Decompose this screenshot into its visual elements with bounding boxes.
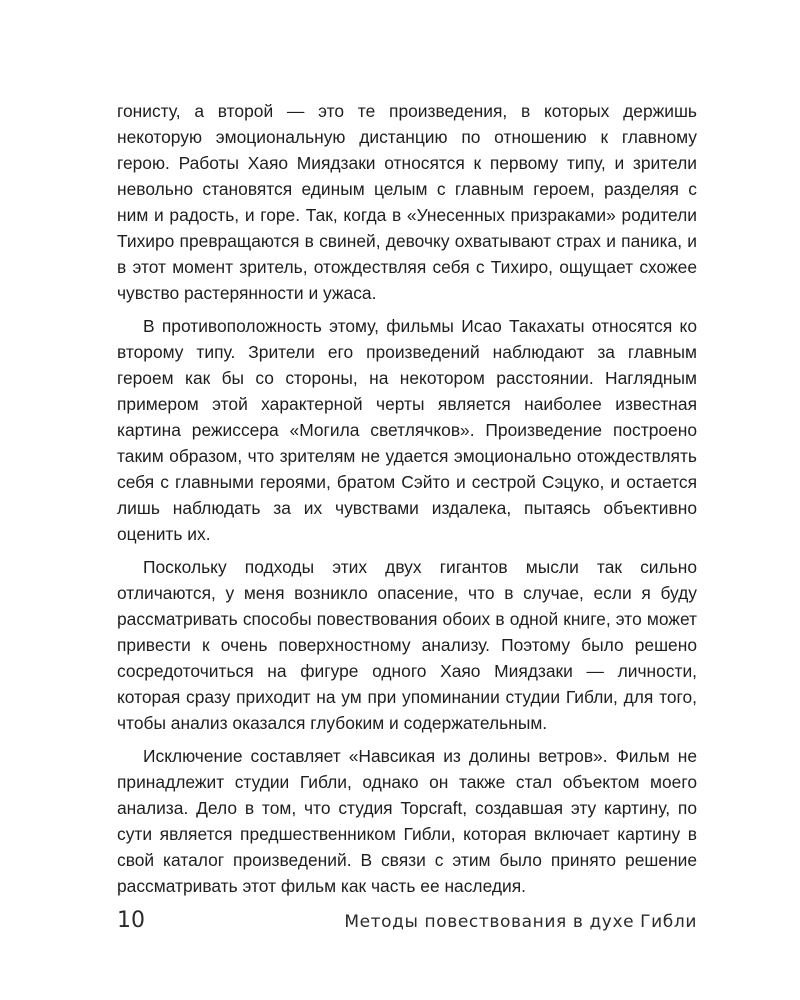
- running-title: Методы повествования в духе Гибли: [344, 912, 697, 932]
- paragraph-nausicaa: Исключение составляет «Навсикая из долины ветров». Фильм не принадлежит студии Гибли, однако он также стал объектом моего анализа. Дело в том, что студия Topcraft, создавшая эту картину, по сути является предшественником Гибли, которая включает картину в свой каталог произведений. В связи с этим было принято решение рассматривать этот фильм как часть ее наследия.: [117, 746, 697, 896]
- paragraph-continuation: гонисту, а второй — это те произведения, в которых держишь некоторую эмоциональную дистанцию по отношению к главному герою. Работы Хаяо Миядзаки относятся к первому типу, и зрители невольно становятся единым целым с главным героем, разделяя с ним и радость, и горе. Так, когда в «Унесенных призраками» родители Тихиро превращаются в свиней, девочку охватывают страх и паника, и в этот момент зритель, отождествляя себя с Тихиро, ощущает схожее чувство растерянности и ужаса.: [117, 101, 697, 303]
- paragraph-approach: Поскольку подходы этих двух гигантов мысли так сильно отличаются, у меня возникло опасение, что в случае, если я буду рассматривать способы повествования обоих в одной книге, это может привести к очень поверхностному анализу. Поэтому было решено сосредоточиться на фигуре одного Хаяо Миядзаки — личности, которая сразу приходит на ум при упоминании студии Гибли, для того, чтобы анализ оказался глубоким и содержательным.: [117, 557, 697, 733]
- body-text: [117, 98, 697, 906]
- page-number: 10: [117, 908, 145, 933]
- page-footer: [117, 908, 697, 938]
- paragraph-takahata: В противоположность этому, фильмы Исао Такахаты относятся ко второму типу. Зрители его произведений наблюдают за главным героем как бы со стороны, на некотором расстоянии. Наглядным примером этой характерной черты является наиболее известная картина режиссера «Могила светлячков». Произведение построено таким образом, что зрителям не удается эмоционально отождествлять себя с главными героями, братом Сэйто и сестрой Сэцуко, и остается лишь наблюдать за их чувствами издалека, пытаясь объективно оценить их.: [117, 316, 697, 544]
